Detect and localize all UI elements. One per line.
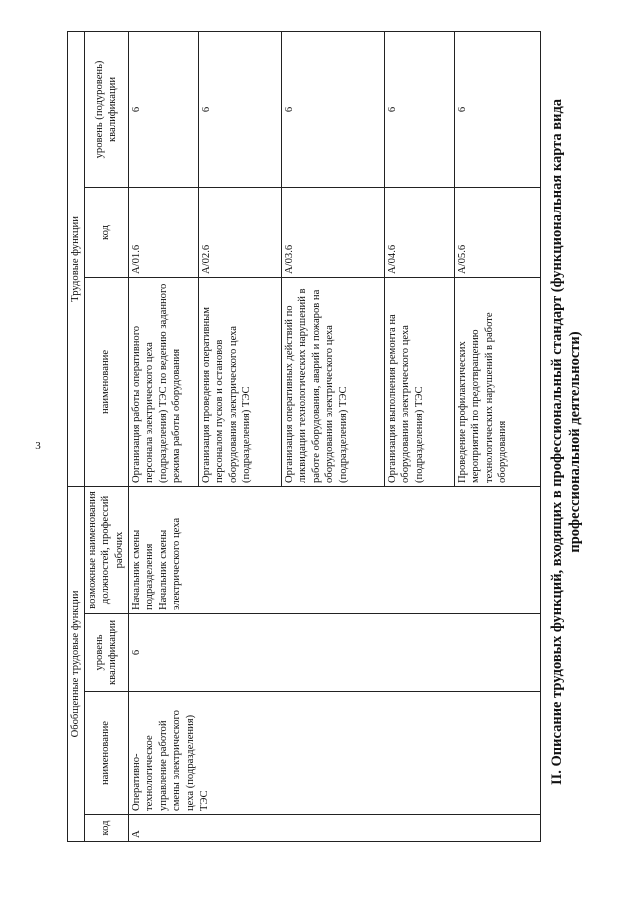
col-labor-level: уровень (подуровень) квалификации: [84, 31, 128, 187]
function-code: А/01.6: [128, 187, 198, 277]
col-labor-name: наименование: [84, 277, 128, 486]
function-name: Проведение профилактических мероприятий по предотвращению технологических нарушений в работе оборудования: [454, 277, 540, 486]
generalized-positions: Начальник смены подразделения Начальник смены электрического цеха: [128, 486, 540, 613]
functional-map-table: [67, 31, 541, 842]
table-row: [128, 31, 198, 841]
header-row-columns: [84, 31, 128, 841]
col-level: уровень квалификации: [84, 614, 128, 692]
col-code: код: [84, 815, 128, 842]
generalized-code: А: [128, 815, 540, 842]
function-code: А/02.6: [198, 187, 281, 277]
function-name: Организация оперативных действий по ликвидации технологических нарушений в работе оборудования, аварий и пожаров на оборудовании электрического цеха (подразделения) ТЭС: [281, 277, 384, 486]
function-level: 6: [384, 31, 454, 187]
generalized-functions-header: Обобщенные трудовые функции: [68, 486, 85, 841]
header-row-groups: [68, 31, 85, 841]
function-level: 6: [281, 31, 384, 187]
col-name: наименование: [84, 692, 128, 815]
function-name: Организация работы оперативного персонала электрического цеха (подразделения) ТЭС по ведению заданного режима работы оборудования: [128, 277, 198, 486]
section-title: II. Описание трудовых функций, входящих в профессиональный стандарт (функциональная карта вида профессиональной деятельности): [549, 98, 583, 786]
function-code: А/04.6: [384, 187, 454, 277]
function-code: А/03.6: [281, 187, 384, 277]
col-labor-code: код: [84, 187, 128, 277]
col-positions: возможные наименования должностей, профессий рабочих: [84, 486, 128, 613]
page-number: 3: [35, 440, 41, 452]
labor-functions-header: Трудовые функции: [68, 31, 85, 486]
function-name: Организация проведения оперативным персоналом пусков и остановов оборудования электрического цеха (подразделения) ТЭС: [198, 277, 281, 486]
function-level: 6: [128, 31, 198, 187]
generalized-level: 6: [128, 614, 540, 692]
function-name: Организация выполнения ремонта на оборудовании электрического цеха (подразделения) ТЭС: [384, 277, 454, 486]
function-level: 6: [454, 31, 540, 187]
generalized-name: Оперативно-технологическое управление работой смены электрического цеха (подразделения) ТЭС: [128, 692, 540, 815]
function-code: А/05.6: [454, 187, 540, 277]
function-level: 6: [198, 31, 281, 187]
